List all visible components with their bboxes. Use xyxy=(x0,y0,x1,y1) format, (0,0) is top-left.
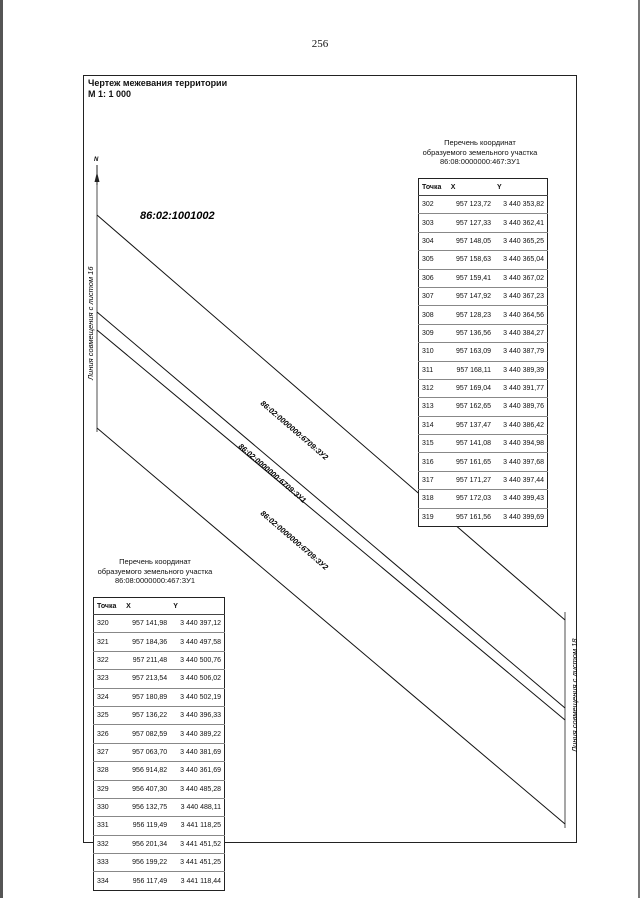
cell-y: 3 440 500,76 xyxy=(170,651,224,669)
cell-point: 309 xyxy=(419,324,448,342)
page-number: 256 xyxy=(311,38,329,50)
cell-x: 957 163,09 xyxy=(448,343,494,361)
cell-x: 956 201,34 xyxy=(123,835,170,853)
cell-y: 3 440 389,22 xyxy=(170,725,224,743)
cell-x: 957 180,89 xyxy=(123,688,170,706)
cell-y: 3 441 118,25 xyxy=(170,817,224,835)
cell-x: 956 914,82 xyxy=(123,762,170,780)
cell-y: 3 441 451,25 xyxy=(170,854,224,872)
table-row xyxy=(94,835,225,853)
cell-y: 3 441 118,44 xyxy=(180,877,221,885)
table-row xyxy=(419,214,548,232)
coord-caption-bottom-line3: 86:08:0000000:467:ЗУ1 xyxy=(114,576,196,585)
table-row xyxy=(419,416,548,434)
cell-y: 3 440 365,04 xyxy=(494,251,547,269)
cell-y: 3 440 353,82 xyxy=(494,196,547,214)
cell-point: 308 xyxy=(419,306,448,324)
cell-point: 306 xyxy=(419,269,448,287)
cell-y: 3 440 364,56 xyxy=(494,306,547,324)
cell-y: 3 440 397,44 xyxy=(494,471,547,489)
coord-caption-bottom-line1: Перечень координат xyxy=(119,557,191,566)
cell-x: 957 127,33 xyxy=(448,214,494,232)
cell-y: 3 440 389,39 xyxy=(494,361,547,379)
cell-y: 3 440 399,43 xyxy=(494,490,547,508)
table-row xyxy=(94,854,225,872)
cell-x: 957 128,23 xyxy=(448,306,494,324)
cell-x: 957 136,22 xyxy=(123,706,170,724)
north-label: N xyxy=(94,157,99,163)
table-row xyxy=(419,379,548,397)
cell-point: 312 xyxy=(419,379,448,397)
cell-x: 957 147,92 xyxy=(448,287,494,305)
cell-point: 317 xyxy=(419,471,448,489)
cell-point: 323 xyxy=(94,670,124,688)
cell-y: 3 441 451,52 xyxy=(170,835,224,853)
cell-point: 318 xyxy=(419,490,448,508)
table-row xyxy=(419,490,548,508)
table-row xyxy=(419,287,548,305)
junction-label-right: Линия совмещения с листом 18 xyxy=(570,638,579,752)
table-row xyxy=(419,343,548,361)
cell-x: 957 172,03 xyxy=(448,490,494,508)
cell-point: 314 xyxy=(419,416,448,434)
cell-x: 957 158,63 xyxy=(448,251,494,269)
strip-label-3: 86:02:0000000:6709:ЗУ2 xyxy=(258,508,331,572)
coord-caption-bottom xyxy=(85,557,225,586)
coord-table-header xyxy=(419,179,548,196)
cell-x: 956 132,75 xyxy=(123,798,170,816)
table-row xyxy=(94,651,225,669)
strip-label-2: 86:02:0000000:6709:ЗУ1 xyxy=(236,441,309,505)
cell-point: 330 xyxy=(94,798,124,816)
table-row xyxy=(94,817,225,835)
drawing-scale: М 1: 1 000 xyxy=(88,89,132,99)
cell-point: 324 xyxy=(94,688,124,706)
cell-point: 303 xyxy=(419,214,448,232)
table-row xyxy=(94,798,225,816)
cell-x: 957 123,72 xyxy=(448,196,494,214)
quarter-label: 86:02:1001002 xyxy=(140,210,215,222)
cell-point: 334 xyxy=(97,877,109,885)
table-row xyxy=(94,872,225,890)
cell-y: 3 440 381,69 xyxy=(170,743,224,761)
cell-y: 3 440 396,33 xyxy=(170,706,224,724)
table-row xyxy=(419,196,548,214)
table-row xyxy=(419,232,548,250)
table-row xyxy=(419,508,548,526)
cell-point: 304 xyxy=(419,232,448,250)
cell-point: 313 xyxy=(419,398,448,416)
coord-caption-top xyxy=(410,138,550,167)
cell-point: 329 xyxy=(94,780,124,798)
table-row xyxy=(94,780,225,798)
cell-y: 3 440 367,23 xyxy=(494,287,547,305)
cell-x: 957 162,65 xyxy=(448,398,494,416)
col-header-x: X xyxy=(448,179,494,196)
cell-point: 322 xyxy=(94,651,124,669)
cell-x: 957 159,41 xyxy=(448,269,494,287)
cell-y: 3 440 397,68 xyxy=(494,453,547,471)
cell-x: 956 117,49 xyxy=(132,877,168,885)
cell-point: 305 xyxy=(419,251,448,269)
cell-y: 3 440 362,41 xyxy=(494,214,547,232)
cell-x: 957 168,11 xyxy=(448,361,494,379)
table-row xyxy=(94,743,225,761)
cell-x: 957 169,04 xyxy=(448,379,494,397)
strip-label-1: 86:02:0000000:6709:ЗУ2 xyxy=(258,398,331,462)
cell-y: 3 440 502,19 xyxy=(170,688,224,706)
cell-y: 3 440 386,42 xyxy=(494,416,547,434)
cell-y: 3 440 361,69 xyxy=(170,762,224,780)
table-row xyxy=(94,762,225,780)
cell-y: 3 440 394,98 xyxy=(494,435,547,453)
cell-y: 3 440 485,28 xyxy=(170,780,224,798)
cell-point: 332 xyxy=(94,835,124,853)
coord-table-top xyxy=(418,178,548,527)
north-arrow-icon xyxy=(95,165,100,185)
cell-x: 957 148,05 xyxy=(448,232,494,250)
drawing-title: Чертеж межевания территории xyxy=(88,78,228,88)
cell-x: 956 119,49 xyxy=(123,817,170,835)
cell-x: 957 184,36 xyxy=(123,633,170,651)
table-row xyxy=(419,306,548,324)
col-header-y: Y xyxy=(170,598,224,615)
cell-y: 3 440 387,79 xyxy=(494,343,547,361)
coord-caption-top-line3: 86:08:0000000:467:ЗУ1 xyxy=(439,157,521,166)
cell-y: 3 440 506,02 xyxy=(170,670,224,688)
coord-caption-bottom-line2: образуемого земельного участка xyxy=(97,566,213,576)
cell-x: 957 063,70 xyxy=(123,743,170,761)
table-row xyxy=(419,251,548,269)
cell-y: 3 440 397,12 xyxy=(170,615,224,633)
coord-caption-top-line1: Перечень координат xyxy=(444,138,516,147)
cell-y: 3 440 384,27 xyxy=(494,324,547,342)
cell-point: 327 xyxy=(94,743,124,761)
col-header-x: X xyxy=(123,598,170,615)
cell-y: 3 440 365,25 xyxy=(494,232,547,250)
cell-x: 957 141,98 xyxy=(123,615,170,633)
cell-y: 3 440 488,11 xyxy=(170,798,224,816)
cell-y: 3 440 389,76 xyxy=(494,398,547,416)
col-header-point: Точка xyxy=(419,179,448,196)
cell-x: 957 161,56 xyxy=(455,513,492,521)
cell-point: 315 xyxy=(419,435,448,453)
cell-point: 320 xyxy=(94,615,124,633)
col-header-y: Y xyxy=(494,179,547,196)
table-row xyxy=(94,670,225,688)
cell-x: 956 407,30 xyxy=(123,780,170,798)
cell-point: 307 xyxy=(419,287,448,305)
table-row xyxy=(419,453,548,471)
cell-x: 957 211,48 xyxy=(123,651,170,669)
cell-point: 316 xyxy=(419,453,448,471)
cell-point: 311 xyxy=(419,361,448,379)
coord-table-header xyxy=(94,598,225,615)
table-row xyxy=(94,706,225,724)
cell-y: 3 440 391,77 xyxy=(494,379,547,397)
cell-point: 321 xyxy=(94,633,124,651)
cell-point: 325 xyxy=(94,706,124,724)
table-row xyxy=(419,398,548,416)
cell-point: 333 xyxy=(94,854,124,872)
coord-table-bottom xyxy=(93,597,225,891)
coord-caption-top-line2: образуемого земельного участка xyxy=(422,147,538,157)
table-row xyxy=(419,435,548,453)
cell-x: 957 161,65 xyxy=(448,453,494,471)
cell-point: 302 xyxy=(419,196,448,214)
col-header-point: Точка xyxy=(94,598,124,615)
table-row xyxy=(94,633,225,651)
table-row xyxy=(419,471,548,489)
table-row xyxy=(94,725,225,743)
table-row xyxy=(94,688,225,706)
table-row xyxy=(94,615,225,633)
junction-label-left: Линия совмещения с листом 16 xyxy=(86,266,95,380)
cell-point: 331 xyxy=(94,817,124,835)
cell-x: 957 137,47 xyxy=(448,416,494,434)
cell-x: 956 199,22 xyxy=(123,854,170,872)
cell-point: 328 xyxy=(94,762,124,780)
cell-x: 957 213,54 xyxy=(123,670,170,688)
cell-y: 3 440 497,58 xyxy=(170,633,224,651)
table-row xyxy=(419,324,548,342)
cell-point: 319 xyxy=(422,513,434,521)
table-row xyxy=(419,361,548,379)
cell-y: 3 440 367,02 xyxy=(494,269,547,287)
cell-x: 957 171,27 xyxy=(448,471,494,489)
table-row xyxy=(419,269,548,287)
cell-x: 957 136,56 xyxy=(448,324,494,342)
cell-x: 957 082,59 xyxy=(123,725,170,743)
cell-x: 957 141,08 xyxy=(448,435,494,453)
cell-point: 326 xyxy=(94,725,124,743)
cell-point: 310 xyxy=(419,343,448,361)
cell-y: 3 440 399,69 xyxy=(503,513,544,521)
